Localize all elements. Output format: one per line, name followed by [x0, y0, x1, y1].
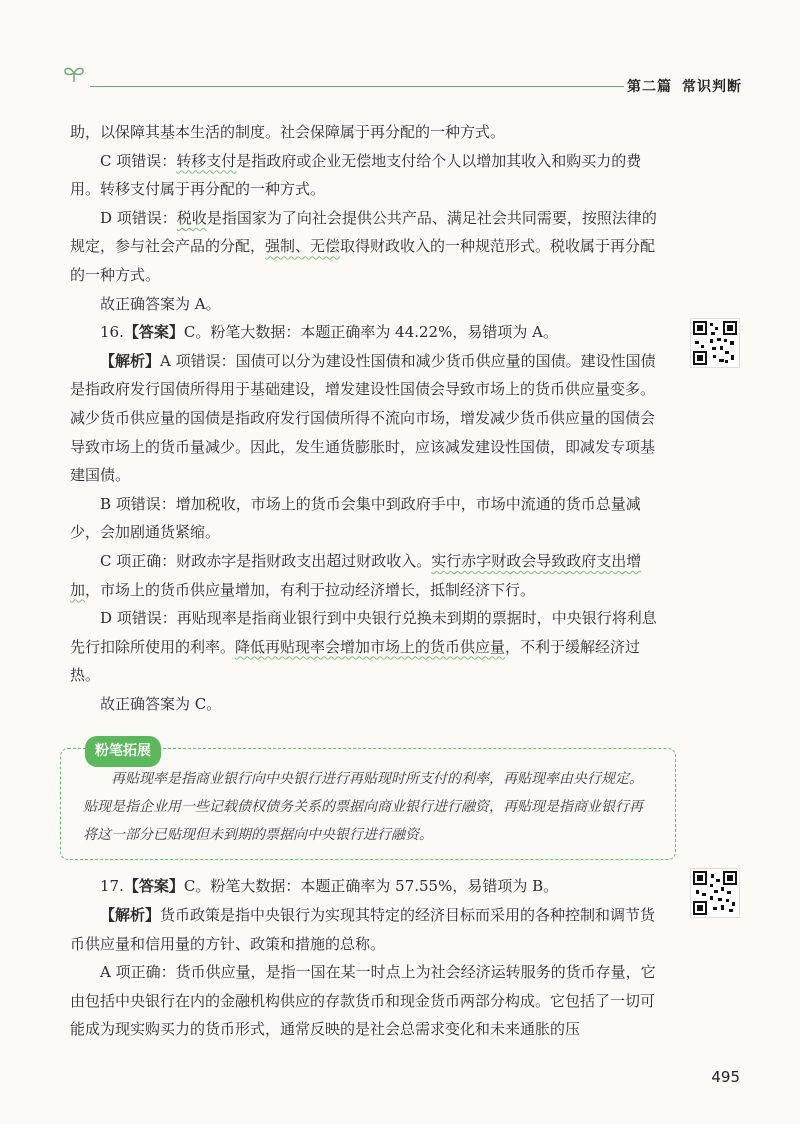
paragraph-text: ，市场上的货币供应量增加，有利于拉动经济增长，抵制经济下行。 — [85, 580, 536, 599]
underlined-term: 强制、无偿 — [265, 237, 341, 256]
paragraph-text: C 项正确：财政赤字是指财政支出超过财政收入。 — [100, 551, 432, 570]
paragraph-text: 是指国家为了向社会提供公共产品、满足社会共同需要，按照法律的规定，参与社会产品的分配， — [70, 208, 657, 256]
paragraph-text: 是指政府或企业无偿地支付给个人以增加其收入和购买力的费用。转移支付属于再分配的一种方式。 — [70, 151, 642, 199]
qr-code-icon[interactable] — [690, 318, 740, 368]
analysis-text: 货币政策是指中央银行为实现其特定的经济目标而采用的各种控制和调节货币供应量和信用量的方针、政策和措施的总称。 — [70, 906, 656, 953]
extension-text: 再贴现率是指商业银行向中央银行进行再贴现时所支付的利率，再贴现率由央行规定。贴现是指企业用一些记载债权债务关系的票据向商业银行进行融资，再贴现是指商业银行再将这一部分已贴现但未到期的票据向中央银行进行融资。 — [83, 771, 643, 844]
analysis-label: 解析 — [115, 906, 146, 925]
answer-text: C。粉笔大数据：本题正确率为 57.55%，易错项为 B。 — [183, 877, 559, 896]
question-number: 16. — [100, 323, 124, 342]
part-title: 第二篇 — [627, 79, 672, 95]
page-header — [60, 58, 742, 98]
bracket: 】 — [145, 906, 161, 925]
option-label: D 项错误： — [100, 208, 177, 227]
bracket: 】 — [168, 877, 184, 896]
leaf-icon — [62, 64, 86, 84]
paragraph — [70, 204, 666, 290]
extension-box — [60, 743, 676, 860]
analysis-label: 解析 — [115, 351, 146, 370]
bracket: 【 — [123, 323, 139, 342]
answer-line: 故正确答案为 A。 — [100, 294, 221, 313]
section-title: 常识判断 — [682, 79, 742, 95]
answer-line: 故正确答案为 C。 — [100, 694, 222, 713]
bracket: 【 — [100, 351, 116, 370]
underlined-term: 转移支付 — [176, 151, 237, 170]
paragraph-text: 取得财政收入的一种规范形式。税收属于再分配的一种方式。 — [70, 237, 656, 284]
paragraph — [70, 604, 666, 690]
paragraph: 助，以保障其基本生活的制度。社会保障属于再分配的一种方式。 — [70, 123, 506, 141]
page-content — [70, 118, 666, 1044]
underlined-term: 税收 — [176, 208, 207, 227]
page-number: 495 — [711, 1068, 740, 1086]
header-title — [617, 76, 742, 96]
header-rule — [90, 86, 624, 87]
answer-label: 答案 — [138, 877, 169, 896]
paragraph-text: D 项错误：再贴现率是指商业银行到中央银行兑换未到期的票据时，中央银行将利息先行扣除所使用的利率。 — [70, 609, 657, 656]
paragraph: B 项错误：增加税收，市场上的货币会集中到政府手中，市场中流通的货币总量减少，会加剧通货紧缩。 — [70, 494, 641, 542]
paragraph-text: ，不利于缓解经济过热。 — [70, 637, 641, 685]
paragraph — [70, 547, 666, 604]
underlined-term: 降低再贴现率会增加市场上的货币供应量 — [235, 637, 506, 656]
answer-label: 答案 — [138, 323, 169, 342]
option-label: C 项错误： — [100, 151, 177, 170]
answer-text: C。粉笔大数据：本题正确率为 44.22%，易错项为 A。 — [183, 323, 558, 342]
bracket: 【 — [123, 877, 139, 896]
paragraph — [70, 147, 666, 204]
qr-code-icon[interactable] — [690, 868, 740, 918]
extension-label: 粉笔拓展 — [85, 736, 161, 767]
analysis-text: A 项错误：国债可以分为建设性国债和减少货币供应量的国债。建设性国债是指政府发行国债所得用于基础建设，增发建设性国债会导致市场上的货币供应量变多。减少货币供应量的国债是指政府发行国债所得不流向市场，增发减少货币供应量的国债会导致市场上的货币量减少。因此，发生通货膨胀时，应该减发建设性国债，即减发专项基建国债。 — [70, 351, 656, 485]
question-17-answer — [70, 872, 666, 901]
question-16-answer — [70, 318, 666, 347]
bracket: 【 — [100, 906, 116, 925]
analysis-17 — [70, 901, 666, 958]
question-number: 17. — [100, 877, 124, 896]
bracket: 】 — [145, 351, 161, 370]
underlined-term: 实行赤字财政会导致政府支出增加 — [70, 551, 642, 599]
bracket: 】 — [168, 323, 184, 342]
paragraph: A 项正确：货币供应量，是指一国在某一时点上为社会经济运转服务的货币存量，它由包括中央银行在内的金融机构供应的存款货币和现金货币两部分构成。它包括了一切可能成为现实购买力的货币形式，通常反映的是社会总需求变化和未来通胀的压 — [70, 963, 656, 1039]
analysis-16 — [70, 347, 666, 490]
